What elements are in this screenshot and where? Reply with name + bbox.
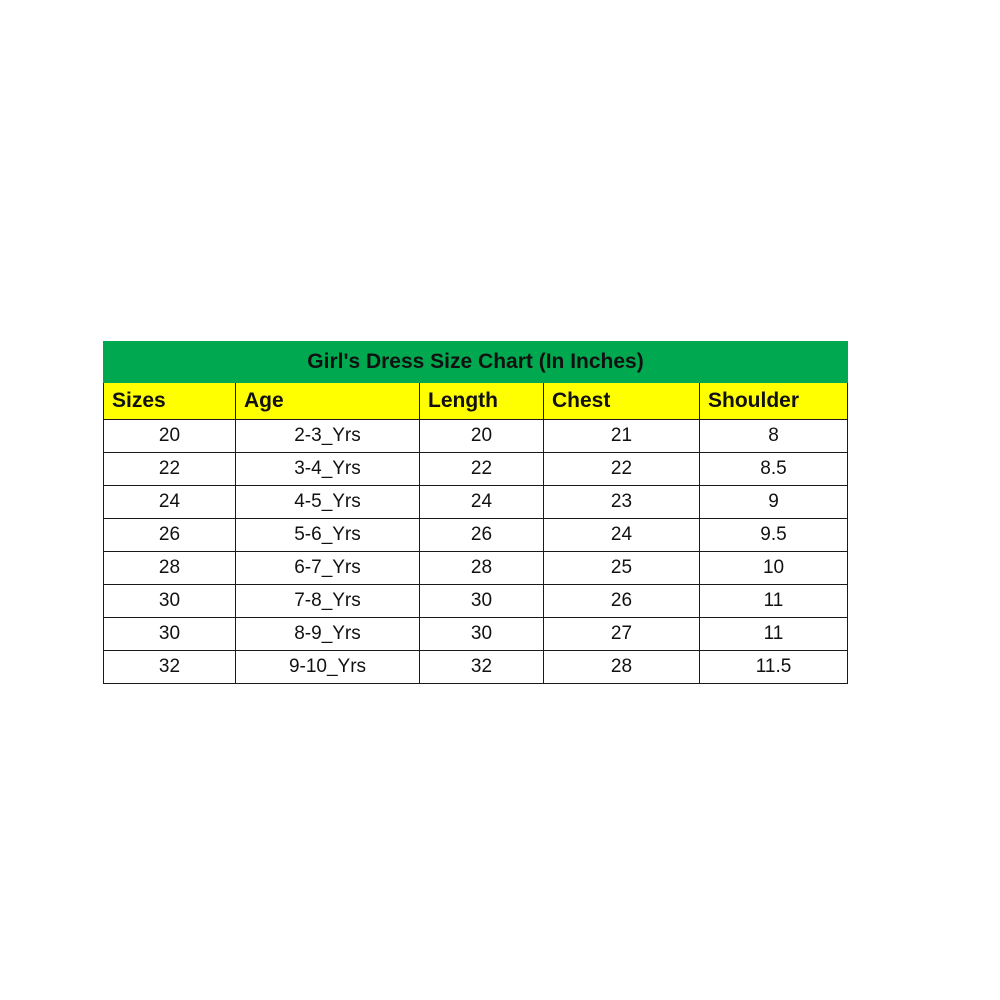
cell-shoulder: 10 xyxy=(700,552,848,585)
column-header-age: Age xyxy=(236,383,420,420)
cell-sizes: 22 xyxy=(104,453,236,486)
cell-shoulder: 8 xyxy=(700,420,848,453)
chart-title: Girl's Dress Size Chart (In Inches) xyxy=(104,342,848,383)
table-row xyxy=(104,651,848,684)
cell-length: 30 xyxy=(420,585,544,618)
column-header-sizes: Sizes xyxy=(104,383,236,420)
cell-sizes: 30 xyxy=(104,585,236,618)
cell-age: 3-4_Yrs xyxy=(236,453,420,486)
cell-sizes: 26 xyxy=(104,519,236,552)
cell-age: 5-6_Yrs xyxy=(236,519,420,552)
cell-shoulder: 8.5 xyxy=(700,453,848,486)
cell-chest: 27 xyxy=(544,618,700,651)
cell-sizes: 24 xyxy=(104,486,236,519)
cell-chest: 21 xyxy=(544,420,700,453)
cell-sizes: 30 xyxy=(104,618,236,651)
cell-length: 20 xyxy=(420,420,544,453)
cell-age: 4-5_Yrs xyxy=(236,486,420,519)
cell-shoulder: 11 xyxy=(700,585,848,618)
cell-sizes: 20 xyxy=(104,420,236,453)
cell-length: 22 xyxy=(420,453,544,486)
cell-chest: 24 xyxy=(544,519,700,552)
table-row xyxy=(104,519,848,552)
cell-length: 28 xyxy=(420,552,544,585)
cell-age: 2-3_Yrs xyxy=(236,420,420,453)
cell-chest: 28 xyxy=(544,651,700,684)
cell-shoulder: 9 xyxy=(700,486,848,519)
cell-sizes: 28 xyxy=(104,552,236,585)
table-row xyxy=(104,618,848,651)
table-row xyxy=(104,420,848,453)
table-row xyxy=(104,486,848,519)
cell-length: 26 xyxy=(420,519,544,552)
table-row xyxy=(104,585,848,618)
cell-length: 32 xyxy=(420,651,544,684)
cell-age: 8-9_Yrs xyxy=(236,618,420,651)
cell-length: 30 xyxy=(420,618,544,651)
cell-age: 6-7_Yrs xyxy=(236,552,420,585)
cell-chest: 26 xyxy=(544,585,700,618)
cell-chest: 23 xyxy=(544,486,700,519)
cell-shoulder: 11 xyxy=(700,618,848,651)
chart-title-row xyxy=(104,342,848,383)
cell-shoulder: 9.5 xyxy=(700,519,848,552)
column-header-chest: Chest xyxy=(544,383,700,420)
cell-shoulder: 11.5 xyxy=(700,651,848,684)
cell-chest: 25 xyxy=(544,552,700,585)
cell-chest: 22 xyxy=(544,453,700,486)
cell-age: 7-8_Yrs xyxy=(236,585,420,618)
cell-length: 24 xyxy=(420,486,544,519)
table-row xyxy=(104,552,848,585)
column-header-length: Length xyxy=(420,383,544,420)
size-chart-container xyxy=(103,341,847,684)
column-header-shoulder: Shoulder xyxy=(700,383,848,420)
cell-age: 9-10_Yrs xyxy=(236,651,420,684)
size-chart-table xyxy=(103,341,848,684)
column-header-row xyxy=(104,383,848,420)
table-row xyxy=(104,453,848,486)
cell-sizes: 32 xyxy=(104,651,236,684)
